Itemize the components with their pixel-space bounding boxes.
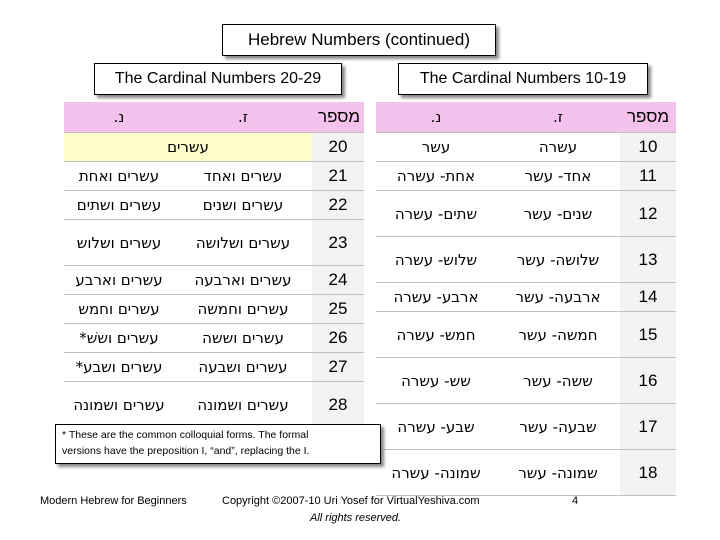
cell-masculine: חמשה- עשר (496, 312, 620, 358)
cell-masculine: ארבעה- עשר (496, 283, 620, 312)
cell-masculine: שלושה- עשר (496, 237, 620, 283)
cell-number: 21 (312, 162, 364, 191)
table-header-row (64, 102, 364, 133)
cell-feminine: עשרים ואחת (64, 162, 174, 191)
cell-number: 24 (312, 266, 364, 295)
cell-number: 18 (620, 450, 676, 496)
cell-masculine: עשרים (64, 133, 312, 162)
cell-number: 14 (620, 283, 676, 312)
cell-feminine: שתים- עשרה (376, 191, 496, 237)
table-row (376, 162, 676, 191)
cell-masculine: שנים- עשר (496, 191, 620, 237)
cell-feminine: עשרים וחמש (64, 295, 174, 324)
cell-masculine: עשרים וארבעה (174, 266, 312, 295)
cell-feminine: חמש- עשרה (376, 312, 496, 358)
table-row (64, 382, 364, 428)
cell-feminine: עשרים וארבע (64, 266, 174, 295)
cell-masculine: שבעה- עשר (496, 404, 620, 450)
cell-feminine: שבע- עשרה (376, 404, 496, 450)
cell-feminine: ארבע- עשרה (376, 283, 496, 312)
cell-masculine: עשרים ושמונה (174, 382, 312, 428)
cell-number: 13 (620, 237, 676, 283)
cell-feminine: עשרים וששׁ* (64, 324, 174, 353)
column-header-number: מספר (620, 102, 676, 133)
cell-feminine: עשרים ושמונה (64, 382, 174, 428)
cell-feminine: שמונה- עשרה (376, 450, 496, 496)
table-row (376, 358, 676, 404)
footer-copyright: Copyright ©2007-10 Uri Yosef for VirtualYeshiva.com (222, 495, 480, 507)
cell-number: 26 (312, 324, 364, 353)
cell-masculine: שמונה- עשר (496, 450, 620, 496)
cell-number: 17 (620, 404, 676, 450)
column-header-masculine: ז. (496, 102, 620, 133)
cell-masculine: עשרים ושלושה (174, 220, 312, 266)
left-panel-heading: The Cardinal Numbers 20-29 (94, 63, 342, 95)
footnote-line: * These are the common colloquial forms. The formal (62, 429, 309, 441)
table-row (64, 162, 364, 191)
table-row (64, 295, 364, 324)
cell-masculine: עשרה (496, 133, 620, 162)
footnote-line: versions have the preposition I, “and”, replacing the I. (62, 445, 310, 457)
column-header-feminine: נ. (376, 102, 496, 133)
cell-masculine: אחד- עשר (496, 162, 620, 191)
cell-number: 20 (312, 133, 364, 162)
cell-masculine: ששה- עשר (496, 358, 620, 404)
table-row (376, 133, 676, 162)
table-numbers-10-19 (376, 102, 676, 496)
table-row (376, 450, 676, 496)
cell-masculine: עשרים ושנים (174, 191, 312, 220)
cell-number: 23 (312, 220, 364, 266)
column-header-feminine: נ. (64, 102, 174, 133)
cell-number: 10 (620, 133, 676, 162)
table-header-row (376, 102, 676, 133)
cell-number: 27 (312, 353, 364, 382)
cell-number: 28 (312, 382, 364, 428)
footer-rights: All rights reserved. (310, 512, 402, 524)
cell-feminine: עשרים ושלוש (64, 220, 174, 266)
cell-feminine: שלוש- עשרה (376, 237, 496, 283)
cell-number: 22 (312, 191, 364, 220)
cell-feminine: שש- עשרה (376, 358, 496, 404)
cell-number: 15 (620, 312, 676, 358)
page-title: Hebrew Numbers (continued) (222, 24, 496, 56)
right-panel-heading: The Cardinal Numbers 10-19 (398, 63, 648, 95)
cell-masculine: עשרים ושבעה (174, 353, 312, 382)
cell-number: 12 (620, 191, 676, 237)
table-row (64, 220, 364, 266)
cell-masculine: עשרים וששה (174, 324, 312, 353)
table-row (64, 353, 364, 382)
column-header-number: מספר (312, 102, 364, 133)
cell-masculine: עשרים ואחד (174, 162, 312, 191)
table-row (376, 312, 676, 358)
footer-course-title: Modern Hebrew for Beginners (40, 495, 187, 507)
table-row (376, 283, 676, 312)
cell-number: 16 (620, 358, 676, 404)
cell-number: 11 (620, 162, 676, 191)
column-header-masculine: ז. (174, 102, 312, 133)
table-numbers-20-29 (64, 102, 364, 428)
cell-feminine: עשר (376, 133, 496, 162)
table-row (376, 404, 676, 450)
footnote-box (55, 424, 381, 464)
table-row (376, 191, 676, 237)
cell-feminine: עשרים ושבע* (64, 353, 174, 382)
table-row (376, 237, 676, 283)
cell-number: 25 (312, 295, 364, 324)
page-number: 4 (572, 495, 579, 507)
cell-feminine: עשרים ושתים (64, 191, 174, 220)
table-row (64, 266, 364, 295)
table-row (64, 191, 364, 220)
table-row (64, 133, 364, 162)
table-row (64, 324, 364, 353)
cell-masculine: עשרים וחמשה (174, 295, 312, 324)
cell-feminine: אחת- עשרה (376, 162, 496, 191)
